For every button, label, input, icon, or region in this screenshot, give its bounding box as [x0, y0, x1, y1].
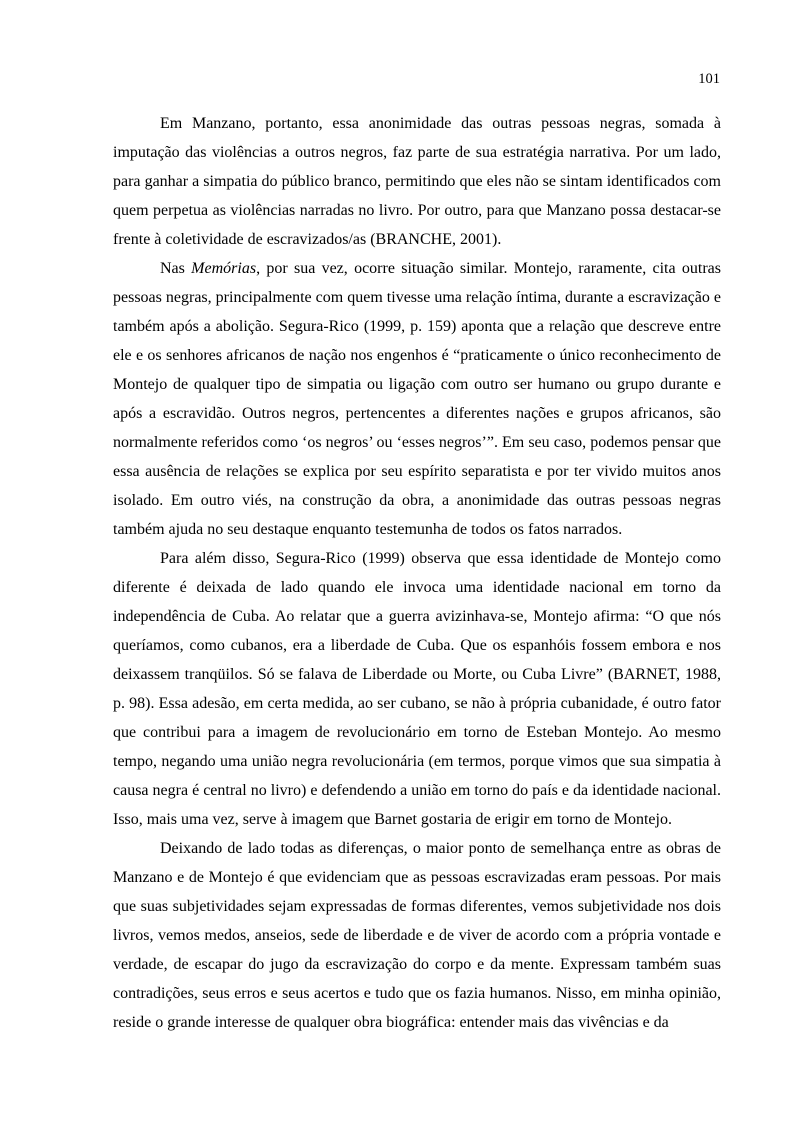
- italic-text: Memórias: [191, 260, 257, 277]
- paragraph: [113, 544, 721, 834]
- paragraph: [113, 109, 721, 254]
- text-segment: Em Manzano, portanto, essa anonimidade das outras pessoas negras, somada à imputação das violências a outros negros, faz parte de sua estratégia narrativa. Por um lado, para ganhar a simpatia do público branco, permitindo que eles não se sintam identificados com quem perpetua as violências narradas no livro. Por outro, para que Manzano possa destacar-se frente à coletividade de escravizados/as (BRANCHE, 2001).: [113, 115, 721, 248]
- text-segment: Nas: [160, 260, 192, 277]
- text-segment: Para além disso, Segura-Rico (1999) observa que essa identidade de Montejo como diferente é deixada de lado quando ele invoca uma identidade nacional em torno da independência de Cuba. Ao relatar que a guerra avizinhava-se, Montejo afirma: “O que nós queríamos, como cubanos, era a liberdade de Cuba. Que os espanhóis fossem embora e nos deixassem tranqüilos. Só se falava de Liberdade ou Morte, ou Cuba Livre” (BARNET, 1988, p. 98). Essa adesão, em certa medida, ao ser cubano, se não à própria cubanidade, é outro fator que contribui para a imagem de revolucionário em torno de Esteban Montejo. Ao mesmo tempo, negando uma união negra revolucionária (em termos, porque vimos que sua simpatia à causa negra é central no livro) e defendendo a união em torno do país e da identidade nacional. Isso, mais uma vez, serve à imagem que Barnet gostaria de erigir em torno de Montejo.: [113, 550, 721, 828]
- paragraph: [113, 834, 721, 1037]
- text-segment: Deixando de lado todas as diferenças, o maior ponto de semelhança entre as obras de Manzano e de Montejo é que evidenciam que as pessoas escravizadas eram pessoas. Por mais que suas subjetividades sejam expressadas de formas diferentes, vemos subjetividade nos dois livros, vemos medos, anseios, sede de liberdade e de viver de acordo com a própria vontade e verdade, de escapar do jugo da escravização do corpo e da mente. Expressam também suas contradições, seus erros e seus acertos e tudo que os fazia humanos. Nisso, em minha opinião, reside o grande interesse de qualquer obra biográfica: entender mais das vivências e da: [113, 840, 721, 1031]
- text-segment: , por sua vez, ocorre situação similar. Montejo, raramente, cita outras pessoas negras, principalmente com quem tivesse uma relação íntima, durante a escravização e também após a abolição. Segura-Rico (1999, p. 159) aponta que a relação que descreve entre ele e os senhores africanos de nação nos engenhos é “praticamente o único reconhecimento de Montejo de qualquer tipo de simpatia ou ligação com outro ser humano ou grupo durante e após a escravidão. Outros negros, pertencentes a diferentes nações e grupos africanos, são normalmente referidos como ‘os negros’ ou ‘esses negros’”. Em seu caso, podemos pensar que essa ausência de relações se explica por seu espírito separatista e por ter vivido muitos anos isolado. Em outro viés, na construção da obra, a anonimidade das outras pessoas negras também ajuda no seu destaque enquanto testemunha de todos os fatos narrados.: [113, 260, 721, 538]
- page-number: 101: [698, 71, 720, 87]
- paragraph: [113, 254, 721, 544]
- document-body: [113, 109, 721, 1037]
